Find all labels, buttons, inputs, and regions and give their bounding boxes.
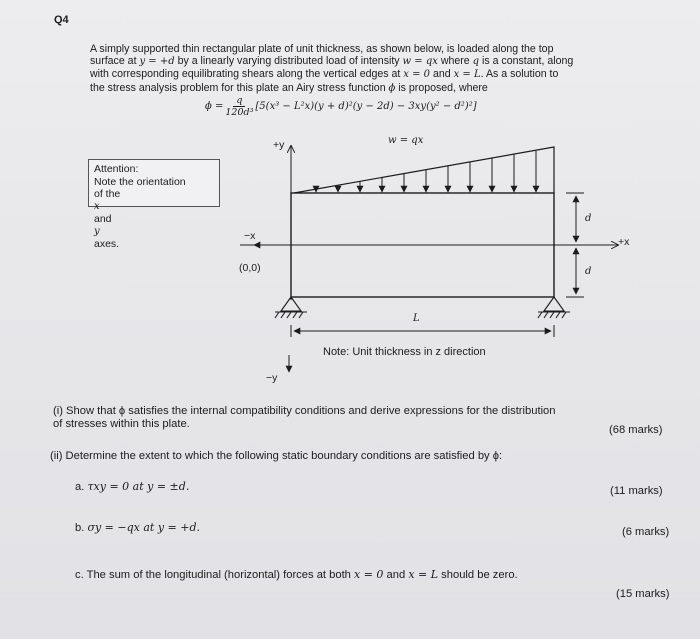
load-label: w = qx [388, 135, 424, 146]
thickness-note: Note: Unit thickness in z direction [323, 346, 486, 358]
formula-lhs: ϕ = [205, 101, 224, 112]
load-triangle [294, 147, 554, 193]
formula-numerator: q [233, 95, 245, 107]
part-a-marks: (11 marks) [610, 485, 663, 497]
d-top-label: d [585, 213, 592, 224]
span-label: L [413, 313, 420, 324]
formula-rhs: [5(x³ − L²x)(y + d)²(y − 2d) − 3xy(y² − d²)²] [255, 101, 477, 112]
minus-y-label: −y [266, 372, 278, 384]
part-b: b. σy = −qx at y = +d. [75, 521, 200, 534]
part-i-marks: (68 marks) [609, 424, 663, 436]
question-number: Q4 [54, 14, 69, 26]
intro-line-1: A simply supported thin rectangular plate of unit thickness, as shown below, is loaded along the top [90, 43, 554, 55]
part-c-marks: (15 marks) [616, 588, 670, 600]
right-support [538, 297, 570, 318]
load-arrows [316, 151, 536, 192]
minus-x-label: −x [244, 230, 256, 242]
origin-label: (0,0) [239, 262, 261, 274]
formula-denominator: 120d³ [225, 107, 254, 118]
span-dimension [291, 325, 554, 337]
left-support [275, 297, 307, 318]
attention-line-2: Note the orientation [94, 175, 186, 188]
attention-title: Attention: [94, 163, 139, 175]
part-ii-line: (ii) Determine the extent to which the following static boundary conditions are satisfied by ϕ: [50, 450, 503, 462]
part-i-line-2: of stresses within this plate. [53, 418, 190, 430]
part-b-marks: (6 marks) [622, 526, 670, 538]
intro-line-2: surface at y = +d by a linearly varying distributed load of intensity w = qx where q is a constant, along [90, 55, 574, 68]
d-bottom-label: d [585, 266, 592, 277]
intro-line-4: the stress analysis problem for this plate an Airy stress function ϕ is proposed, where [90, 81, 488, 94]
part-c: c. The sum of the longitudinal (horizontal) forces at both x = 0 and x = L should be zero. [75, 568, 518, 581]
part-i-line-1: (i) Show that ϕ satisfies the internal compatibility conditions and derive expressions for the distribution [53, 405, 556, 417]
intro-line-3: with corresponding equilibrating shears along the vertical edges at x = 0 and x = L. As a solution to [90, 68, 559, 81]
plus-x-label: +x [618, 236, 630, 248]
attention-line-3: of the x and y axes. [94, 188, 121, 250]
part-a: a. τxy = 0 at y = ±d. [75, 480, 190, 493]
plus-y-label: +y [273, 139, 285, 151]
